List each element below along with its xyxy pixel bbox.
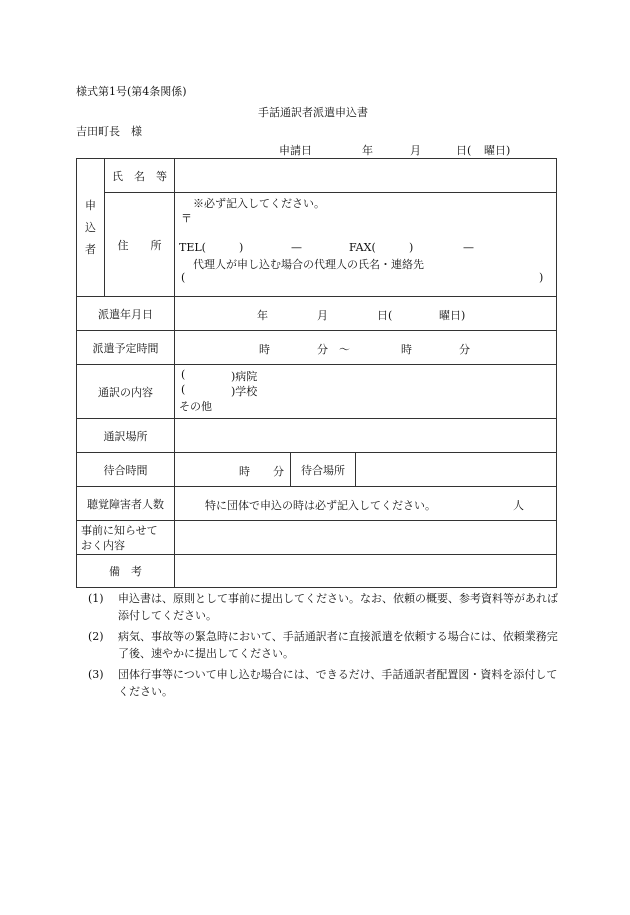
proxy-note: 代理人が申し込む場合の代理人の氏名・連絡先: [193, 258, 424, 271]
other-option: その他: [179, 400, 212, 413]
form-number: 様式第1号(第4条関係): [76, 85, 187, 98]
fax-label: FAX(: [349, 241, 376, 254]
content-field[interactable]: [175, 365, 557, 419]
dispatch-date-label: 派遣年月日: [77, 297, 175, 331]
tel-label: TEL(: [179, 241, 206, 254]
place-field[interactable]: [175, 419, 557, 453]
dispatch-time-tilde: ～: [339, 343, 350, 356]
form-title: 手話通訳者派遣申込書: [258, 106, 368, 119]
applicant-name-field[interactable]: [175, 159, 557, 193]
applicant-group-label: 申 込 者: [77, 159, 105, 297]
application-day-label: 日(: [456, 144, 472, 157]
school-option: )学校: [231, 385, 258, 398]
prior-notice-label: 事前に知らせて おく内容: [77, 521, 175, 555]
prior-notice-field[interactable]: [175, 521, 557, 555]
wait-minute: 分: [273, 465, 284, 478]
remarks-label: 備 考: [77, 555, 175, 588]
wait-time-field[interactable]: [175, 453, 291, 487]
wait-time-label: 待合時間: [77, 453, 175, 487]
proxy-paren-close: ): [539, 271, 544, 284]
notes-list: [88, 590, 558, 704]
application-date-label: 申請日: [279, 144, 312, 157]
proxy-paren-open: (: [181, 271, 186, 284]
applicant-name-label: 氏 名 等: [105, 159, 175, 193]
required-note: ※必ず記入してください。: [193, 197, 325, 210]
tel-dash: —: [291, 241, 302, 254]
application-form-table: [76, 158, 557, 588]
application-weekday-label: 曜日): [484, 144, 511, 157]
hospital-paren: (: [181, 368, 186, 381]
hearing-count-unit: 人: [513, 499, 524, 512]
tel-close: ): [239, 241, 244, 254]
dispatch-date-field[interactable]: [175, 297, 557, 331]
hospital-option: )病院: [231, 370, 258, 383]
dispatch-time-label: 派遣予定時間: [77, 331, 175, 365]
hearing-count-note: 特に団体で申込の時は必ず記入してください。: [205, 499, 436, 512]
dispatch-end-hour: 時: [401, 343, 412, 356]
content-label: 通訳の内容: [77, 365, 175, 419]
wait-place-field[interactable]: [356, 453, 557, 487]
note-item: (3) 団体行事等について申し込む場合には、できるだけ、手話通訳者配置図・資料を添付してください。: [88, 668, 558, 698]
dispatch-year: 年: [257, 309, 268, 322]
application-month-label: 月: [410, 144, 421, 157]
applicant-address-field[interactable]: [175, 193, 557, 297]
addressee: 吉田町長 様: [76, 125, 142, 138]
dispatch-start-minute: 分: [317, 343, 328, 356]
fax-close: ): [409, 241, 414, 254]
dispatch-time-field[interactable]: [175, 331, 557, 365]
wait-hour: 時: [239, 465, 250, 478]
applicant-address-label: 住 所: [105, 193, 175, 297]
school-paren: (: [181, 383, 186, 396]
dispatch-end-minute: 分: [459, 343, 470, 356]
dispatch-month: 月: [317, 309, 328, 322]
postal-mark: 〒: [181, 212, 192, 225]
note-item: (1) 申込書は、原則として事前に提出してください。なお、依頼の概要、参考資料等があれば添付してください。: [88, 592, 558, 622]
fax-dash: —: [463, 241, 474, 254]
dispatch-day: 日(: [377, 309, 393, 322]
hearing-count-label: 聴覚障害者人数: [77, 487, 175, 521]
remarks-field[interactable]: [175, 555, 557, 588]
note-item: (2) 病気、事故等の緊急時において、手話通訳者に直接派遣を依頼する場合には、依頼業務完了後、速やかに提出してください。: [88, 630, 558, 660]
dispatch-weekday: 曜日): [439, 309, 466, 322]
hearing-count-field[interactable]: [175, 487, 557, 521]
wait-place-label: 待合場所: [291, 453, 356, 487]
place-label: 通訳場所: [77, 419, 175, 453]
application-year-label: 年: [362, 144, 373, 157]
dispatch-start-hour: 時: [259, 343, 270, 356]
